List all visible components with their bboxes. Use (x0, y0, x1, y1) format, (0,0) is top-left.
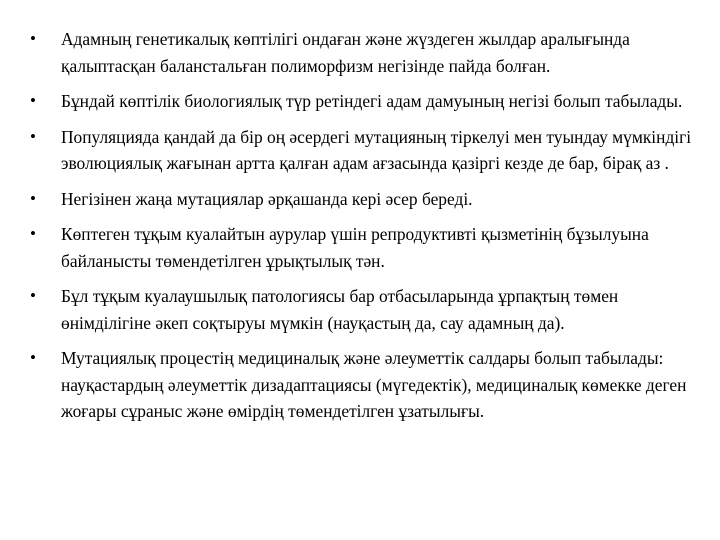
bullet-item (30, 124, 694, 177)
bullet-dot-icon: • (30, 286, 36, 305)
bullet-dot-icon: • (30, 29, 36, 48)
bullet-dot-icon: • (30, 188, 36, 208)
bullet-text: Популяцияда қандай да бір оң әсердегі мутацияның тіркелуі мен туындау мүмкіндігі эволюциялық жағынан артта қалған адам ағзасында қазіргі кезде де бар, бірақ аз . (61, 126, 692, 173)
bullet-dot-icon: • (30, 126, 36, 146)
bullet-item (30, 345, 694, 425)
bullet-list (30, 26, 694, 434)
bullet-dot-icon: • (30, 348, 36, 367)
bullet-text: Бұл тұқым куалаушылық патологиясы бар отбасыларында ұрпақтың төмен өнімділігіне әкеп соқтыруы мүмкін (науқастың да, сау адамның да). (61, 286, 619, 333)
bullet-text: Бұндай көптілік биологиялық түр ретіндегі адам дамуының негізі болып табылады. (61, 91, 683, 111)
bullet-text: Мутациялық процестің медициналық және әлеуметтік салдары болып табылады: науқастардың әлеуметтік дизадаптациясы (мүгедектік), медициналық көмекке деген жоғары сұраныс және өмірдің төмендетілген ұзатылығы. (61, 348, 687, 421)
bullet-dot-icon: • (30, 224, 36, 243)
bullet-item (30, 186, 694, 213)
bullet-dot-icon: • (30, 91, 36, 110)
bullet-item (30, 88, 694, 115)
bullet-item (30, 221, 694, 274)
bullet-item (30, 26, 694, 79)
bullet-text: Көптеген тұқым куалайтын аурулар үшін репродуктивті қызметінің бұзылуына байланысты төмендетілген ұрықтылық тән. (61, 224, 649, 271)
bullet-item (30, 283, 694, 336)
bullet-text: Негізінен жаңа мутациялар әрқашанда кері әсер береді. (61, 188, 473, 209)
bullet-text: Адамның генетикалық көптілігі ондаған және жүздеген жылдар аралығында қалыптасқан баланстальған полиморфизм негізінде пайда болған. (61, 29, 630, 76)
